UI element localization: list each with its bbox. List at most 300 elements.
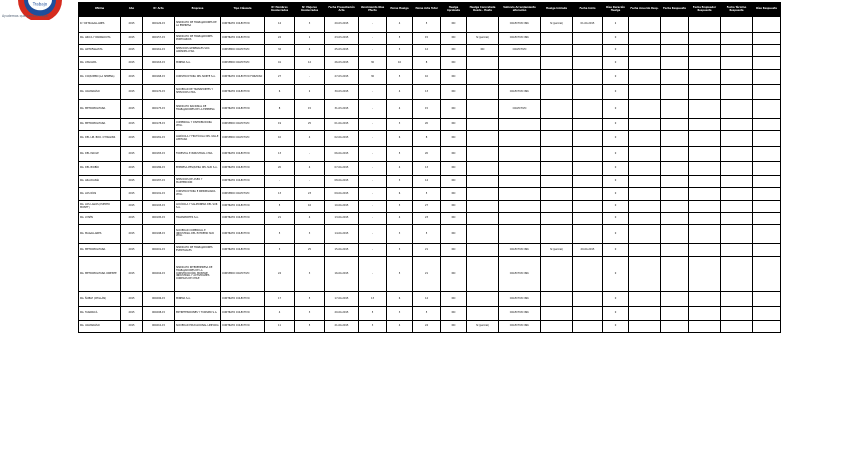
column-header: Huelga Concretada Desde - Hasta xyxy=(467,3,499,17)
table-cell: - xyxy=(359,213,387,225)
table-cell: 5 xyxy=(413,225,441,244)
table-cell xyxy=(629,292,661,307)
table-cell xyxy=(541,131,573,147)
table-cell: 2015 xyxy=(121,131,143,147)
table-row xyxy=(79,147,781,162)
column-header: Nº Hombres Involucrados xyxy=(265,3,295,17)
table-cell: 23-03-2015 xyxy=(325,33,359,45)
table-cell: 000195-15 xyxy=(143,213,175,225)
table-cell xyxy=(661,257,689,292)
table-cell: 5 xyxy=(295,292,325,307)
table-cell: COLECTIVO IND. xyxy=(499,244,541,257)
table-cell: 3 xyxy=(295,225,325,244)
table-cell: - xyxy=(359,244,387,257)
table-cell: 24 xyxy=(265,257,295,292)
table-cell: 13 xyxy=(359,292,387,307)
table-cell: COLECTIVO xyxy=(499,45,541,57)
table-cell: SOCIEDAD COMERCIAL E INDUSTRIAL DEL EXTREMO SUR LTDA. xyxy=(175,225,221,244)
table-cell xyxy=(467,201,499,213)
table-cell: 14-04-2015 xyxy=(325,225,359,244)
table-cell: NO xyxy=(441,213,467,225)
table-cell xyxy=(499,147,541,162)
table-cell xyxy=(721,33,753,45)
table-cell xyxy=(573,131,603,147)
table-cell: 13-04-2015 xyxy=(325,213,359,225)
table-cell xyxy=(721,225,753,244)
table-cell xyxy=(753,100,781,119)
table-cell: CONTRATO COLECTIVO xyxy=(221,225,265,244)
table-cell xyxy=(689,176,721,188)
table-cell: 5 xyxy=(413,188,441,201)
table-cell xyxy=(541,85,573,100)
column-header: Días Respuesta xyxy=(753,3,781,17)
table-cell xyxy=(753,321,781,333)
table-cell xyxy=(499,201,541,213)
table-cell xyxy=(721,45,753,57)
table-cell xyxy=(573,70,603,85)
table-cell xyxy=(721,321,753,333)
table-cell xyxy=(661,100,689,119)
table-cell xyxy=(573,321,603,333)
table-cell: 13 xyxy=(265,147,295,162)
table-row xyxy=(79,45,781,57)
table-row xyxy=(79,244,781,257)
table-cell: 4 xyxy=(387,85,413,100)
table-cell xyxy=(753,70,781,85)
table-cell: 17-04-2015 xyxy=(325,292,359,307)
table-cell: 000208-15 xyxy=(143,307,175,321)
table-cell xyxy=(467,147,499,162)
table-cell xyxy=(629,147,661,162)
table-cell xyxy=(721,201,753,213)
table-cell xyxy=(661,85,689,100)
table-cell xyxy=(499,119,541,131)
table-cell xyxy=(753,225,781,244)
table-cell xyxy=(661,225,689,244)
table-cell xyxy=(573,188,603,201)
table-cell xyxy=(541,201,573,213)
table-cell xyxy=(541,257,573,292)
table-cell xyxy=(467,188,499,201)
table-cell xyxy=(541,292,573,307)
table-cell: RG. VALPARAÍSO xyxy=(79,85,121,100)
table-cell: COLECTIVO xyxy=(499,100,541,119)
table-cell xyxy=(629,70,661,85)
table-cell: 2015 xyxy=(121,100,143,119)
table-cell xyxy=(467,131,499,147)
table-cell: 2015 xyxy=(121,201,143,213)
table-cell: NO xyxy=(441,201,467,213)
table-cell xyxy=(467,292,499,307)
table-cell: 3 xyxy=(295,17,325,33)
table-cell xyxy=(573,85,603,100)
table-cell xyxy=(721,131,753,147)
table-cell: 000181-15 xyxy=(143,131,175,147)
table-cell: 26-03-2015 xyxy=(325,57,359,70)
table-cell: NO xyxy=(441,292,467,307)
table-cell: 13 xyxy=(413,85,441,100)
table-cell: 3 xyxy=(295,257,325,292)
table-cell: - xyxy=(265,176,295,188)
column-header: Tipo Cláusula xyxy=(221,3,265,17)
table-cell: - xyxy=(295,147,325,162)
table-cell: 5 xyxy=(265,201,295,213)
table-cell xyxy=(573,225,603,244)
table-cell: 15 xyxy=(413,100,441,119)
table-cell: 000175-15 xyxy=(143,100,175,119)
table-cell: NO xyxy=(441,100,467,119)
table-cell xyxy=(629,307,661,321)
table-cell xyxy=(629,188,661,201)
table-row xyxy=(79,17,781,33)
table-cell xyxy=(661,201,689,213)
table-cell xyxy=(753,201,781,213)
table-cell: 2015 xyxy=(121,292,143,307)
table-cell xyxy=(573,213,603,225)
table-cell: 8 xyxy=(413,131,441,147)
table-cell: 4 xyxy=(295,213,325,225)
table-cell xyxy=(721,162,753,176)
table-cell: CONTRATO COLECTIVO xyxy=(221,162,265,176)
column-header: Nº Acta xyxy=(143,3,175,17)
table-cell xyxy=(661,70,689,85)
table-cell: - xyxy=(359,100,387,119)
table-cell xyxy=(721,213,753,225)
table-cell xyxy=(753,57,781,70)
table-cell: 0 xyxy=(603,213,629,225)
table-cell: 01-04-2015 xyxy=(573,17,603,33)
table-cell: 5 xyxy=(387,147,413,162)
table-cell: - xyxy=(359,225,387,244)
column-header: Fecha Empleador Respuesta xyxy=(689,3,721,17)
table-cell xyxy=(661,321,689,333)
table-cell: 0 xyxy=(603,147,629,162)
table-cell xyxy=(629,257,661,292)
table-cell xyxy=(753,213,781,225)
table-cell: RG. METROPOLITANA xyxy=(79,244,121,257)
table-cell: 2015 xyxy=(121,225,143,244)
table-cell: CONVENIO COLECTIVO xyxy=(221,119,265,131)
table-cell xyxy=(541,307,573,321)
table-cell: 07-04-2015 xyxy=(325,162,359,176)
table-cell: 10-04-2015 xyxy=(325,201,359,213)
table-cell: - xyxy=(359,147,387,162)
table-cell: 0 xyxy=(603,188,629,201)
table-row xyxy=(79,307,781,321)
table-cell: RG. ARICA Y PARINACOTA xyxy=(79,33,121,45)
table-cell: 000157-15 xyxy=(143,33,175,45)
logo-text: Trabajo xyxy=(32,1,48,7)
table-cell xyxy=(573,257,603,292)
table-cell xyxy=(689,292,721,307)
table-cell xyxy=(467,57,499,70)
actas-table xyxy=(78,2,781,333)
table-cell xyxy=(629,162,661,176)
table-cell xyxy=(753,147,781,162)
table-cell xyxy=(467,85,499,100)
table-cell: 15 xyxy=(295,100,325,119)
column-header: Fecha Presentación Acta xyxy=(325,3,359,17)
table-cell: 000210-15 xyxy=(143,321,175,333)
table-cell xyxy=(467,225,499,244)
table-cell: COLECTIVO IND. xyxy=(499,17,541,33)
table-cell: 4 xyxy=(265,307,295,321)
table-cell: SOCIEDAD DE TRANSPORTES Y SERVICIOS LTDA. xyxy=(175,85,221,100)
table-cell xyxy=(753,257,781,292)
table-cell xyxy=(661,244,689,257)
table-cell xyxy=(541,119,573,131)
table-row xyxy=(79,213,781,225)
table-cell: CONVENIO COLECTIVO xyxy=(221,257,265,292)
table-cell: 000161-15 xyxy=(143,45,175,57)
table-cell xyxy=(629,119,661,131)
table-cell: 10 xyxy=(413,70,441,85)
table-cell: 41 xyxy=(265,57,295,70)
table-cell: CONSTRUCTORA E INMOBILIARIA LTDA. xyxy=(175,188,221,201)
table-cell: ACUÍCOLA Y SALMONERA DEL SUR S.A. xyxy=(175,201,221,213)
table-cell: CONTRATO COLECTIVO FORZOSO xyxy=(221,70,265,85)
table-cell: 16 xyxy=(295,201,325,213)
table-cell xyxy=(467,307,499,321)
table-cell xyxy=(629,244,661,257)
table-cell xyxy=(499,176,541,188)
table-cell: COLECTIVO IND. xyxy=(499,307,541,321)
table-cell: NO xyxy=(441,147,467,162)
table-cell xyxy=(661,17,689,33)
table-cell: 5 xyxy=(387,257,413,292)
table-row xyxy=(79,119,781,131)
table-cell: CONSTRUCTORA DEL NORTE S.A. xyxy=(175,70,221,85)
table-cell: 2015 xyxy=(121,57,143,70)
table-cell xyxy=(541,225,573,244)
table-row xyxy=(79,201,781,213)
table-cell: 000193-15 xyxy=(143,201,175,213)
column-header: Oficina xyxy=(79,3,121,17)
table-cell: 12 xyxy=(413,45,441,57)
table-cell: 20 xyxy=(413,147,441,162)
table-cell xyxy=(467,100,499,119)
table-cell xyxy=(573,147,603,162)
table-row xyxy=(79,85,781,100)
table-cell xyxy=(689,307,721,321)
table-cell: RG. ANTOFAGASTA xyxy=(79,45,121,57)
table-cell xyxy=(467,119,499,131)
table-cell: COLECTIVO IND. xyxy=(499,85,541,100)
column-header: Huelga Aprobada xyxy=(441,3,467,17)
table-cell: 2015 xyxy=(121,321,143,333)
table-cell xyxy=(753,292,781,307)
table-cell: - xyxy=(359,45,387,57)
table-row xyxy=(79,176,781,188)
table-cell: SINDICATO DE TRABAJADORES DE LA EMPRESA xyxy=(175,17,221,33)
table-cell: 2015 xyxy=(121,188,143,201)
table-cell: SERVICIOS DE ASEO Y MANTENCIÓN xyxy=(175,176,221,188)
table-row xyxy=(79,257,781,292)
table-cell: RG. LOS RÍOS xyxy=(79,188,121,201)
table-cell xyxy=(689,244,721,257)
table-cell xyxy=(689,147,721,162)
table-row xyxy=(79,292,781,307)
table-cell: 09-04-2015 xyxy=(325,188,359,201)
table-cell: 23 xyxy=(413,213,441,225)
table-body xyxy=(79,17,781,333)
table-cell: 30-03-2015 xyxy=(325,85,359,100)
table-cell: 31-03-2015 xyxy=(325,100,359,119)
table-cell xyxy=(467,17,499,33)
table-cell: 4 xyxy=(387,17,413,33)
table-cell xyxy=(661,292,689,307)
table-cell xyxy=(629,85,661,100)
table-cell xyxy=(629,213,661,225)
table-cell xyxy=(753,119,781,131)
table-cell xyxy=(661,162,689,176)
table-cell: 000163-15 xyxy=(143,57,175,70)
table-cell xyxy=(661,213,689,225)
table-cell: 25 xyxy=(295,244,325,257)
table-cell: 5 xyxy=(413,307,441,321)
table-cell: 24 xyxy=(265,33,295,45)
table-cell: NO xyxy=(441,131,467,147)
table-cell xyxy=(689,119,721,131)
table-cell xyxy=(689,85,721,100)
table-cell: 3 xyxy=(387,45,413,57)
table-cell: 3 xyxy=(387,176,413,188)
table-cell: - xyxy=(359,119,387,131)
table-cell: 4 xyxy=(295,162,325,176)
table-cell: 10 xyxy=(265,131,295,147)
table-cell: 20-04-2015 xyxy=(325,307,359,321)
table-cell: 0 xyxy=(603,45,629,57)
table-cell xyxy=(721,70,753,85)
table-cell: NO xyxy=(441,321,467,333)
table-cell: FORESTAL E INDUSTRIAL LTDA. xyxy=(175,147,221,162)
table-cell: NO xyxy=(441,257,467,292)
table-cell: RG. ÑUBLE (CHILLÁN) xyxy=(79,292,121,307)
table-cell: 3 xyxy=(387,119,413,131)
table-row xyxy=(79,33,781,45)
table-cell: SOCIEDAD EDUCACIONAL LIMITADA xyxy=(175,321,221,333)
table-cell: 2015 xyxy=(121,70,143,85)
table-cell: 14 xyxy=(413,292,441,307)
table-cell: NO xyxy=(441,119,467,131)
table-cell: CONTRATO COLECTIVO xyxy=(221,33,265,45)
table-cell: 0 xyxy=(603,162,629,176)
table-cell: 2 xyxy=(603,17,629,33)
table-cell xyxy=(689,162,721,176)
table-cell xyxy=(541,213,573,225)
table-cell xyxy=(689,33,721,45)
table-cell xyxy=(629,100,661,119)
table-cell xyxy=(629,57,661,70)
table-cell: SI (parcial) xyxy=(541,244,573,257)
table-cell: CONVENIO COLECTIVO xyxy=(221,45,265,57)
table-cell: RG. LOS LAGOS (PUERTO MONTT) xyxy=(79,201,121,213)
table-cell: 4 xyxy=(387,162,413,176)
table-cell: - xyxy=(359,17,387,33)
table-cell xyxy=(689,45,721,57)
table-cell: 20 xyxy=(265,162,295,176)
table-cell xyxy=(753,17,781,33)
table-cell: RG. VALPARAÍSO xyxy=(79,321,121,333)
table-cell: 01-04-2015 xyxy=(325,119,359,131)
table-cell xyxy=(541,57,573,70)
table-cell: 21-04-2015 xyxy=(325,321,359,333)
table-cell: 5 xyxy=(387,33,413,45)
table-cell: 2015 xyxy=(121,162,143,176)
table-cell xyxy=(541,147,573,162)
table-cell: 8 xyxy=(413,57,441,70)
table-cell: 0 xyxy=(603,176,629,188)
table-cell xyxy=(467,213,499,225)
table-cell: NO xyxy=(467,45,499,57)
table-cell: 20-03-2015 xyxy=(325,17,359,33)
table-cell: 0 xyxy=(603,257,629,292)
table-cell: 5 xyxy=(295,321,325,333)
table-cell: 4 xyxy=(387,321,413,333)
table-cell xyxy=(499,70,541,85)
table-cell: RG. AYSÉN xyxy=(79,213,121,225)
table-cell xyxy=(629,225,661,244)
table-cell: RG. TARAPACÁ xyxy=(79,307,121,321)
table-cell: 2015 xyxy=(121,119,143,131)
column-header: Vencimiento Dias Efecto xyxy=(359,3,387,17)
table-cell: AGRÍCOLA Y FRUTÍCOLA DEL VALLE LIMITADA xyxy=(175,131,221,147)
table-cell: SERVICIOS GENERALES SOC. ANÓNIMA LTDA. xyxy=(175,45,221,57)
table-cell: 20 xyxy=(413,119,441,131)
column-header: Huelga Iniciada xyxy=(541,3,573,17)
column-header: Vehiculo Arrendamiento alteración xyxy=(499,3,541,17)
table-cell: SINDICATO NACIONAL DE TRABAJADORES DE LA EMPRESA xyxy=(175,100,221,119)
table-cell: - xyxy=(359,201,387,213)
table-cell: NO xyxy=(441,33,467,45)
table-cell: - xyxy=(359,131,387,147)
table-cell: 27 xyxy=(413,201,441,213)
table-cell: MINERA S.A. xyxy=(175,292,221,307)
table-cell: SINDICATO DE TRABAJADORES PORTUARIOS xyxy=(175,33,221,45)
table-cell: 1 xyxy=(295,33,325,45)
table-cell: 000198-15 xyxy=(143,225,175,244)
table-row xyxy=(79,162,781,176)
table-cell: 17 xyxy=(265,292,295,307)
table-cell xyxy=(573,162,603,176)
column-header: Nº Mujeres Involucrados xyxy=(295,3,325,17)
table-cell: 2015 xyxy=(121,17,143,33)
table-cell: 3 xyxy=(295,307,325,321)
table-cell xyxy=(753,188,781,201)
table-cell: 6 xyxy=(265,85,295,100)
table-cell: CONTRATO COLECTIVO xyxy=(221,292,265,307)
table-cell xyxy=(629,176,661,188)
table-cell: 3 xyxy=(387,244,413,257)
table-cell: 000206-15 xyxy=(143,292,175,307)
table-cell: 000168-15 xyxy=(143,70,175,85)
table-cell: RG. MAGALLANES xyxy=(79,225,121,244)
table-cell: CONTRATO COLECTIVO xyxy=(221,321,265,333)
table-cell: 0 xyxy=(603,100,629,119)
table-cell: SI (parcial) xyxy=(467,33,499,45)
table-cell xyxy=(689,257,721,292)
table-cell xyxy=(467,162,499,176)
table-cell: NO xyxy=(441,85,467,100)
table-cell: CONTRATO COLECTIVO xyxy=(221,17,265,33)
table-cell: COLECTIVO IND. xyxy=(499,292,541,307)
table-cell xyxy=(541,100,573,119)
table-cell xyxy=(573,100,603,119)
table-cell: 4 xyxy=(295,131,325,147)
table-cell xyxy=(541,188,573,201)
table-cell xyxy=(721,100,753,119)
table-cell xyxy=(721,257,753,292)
